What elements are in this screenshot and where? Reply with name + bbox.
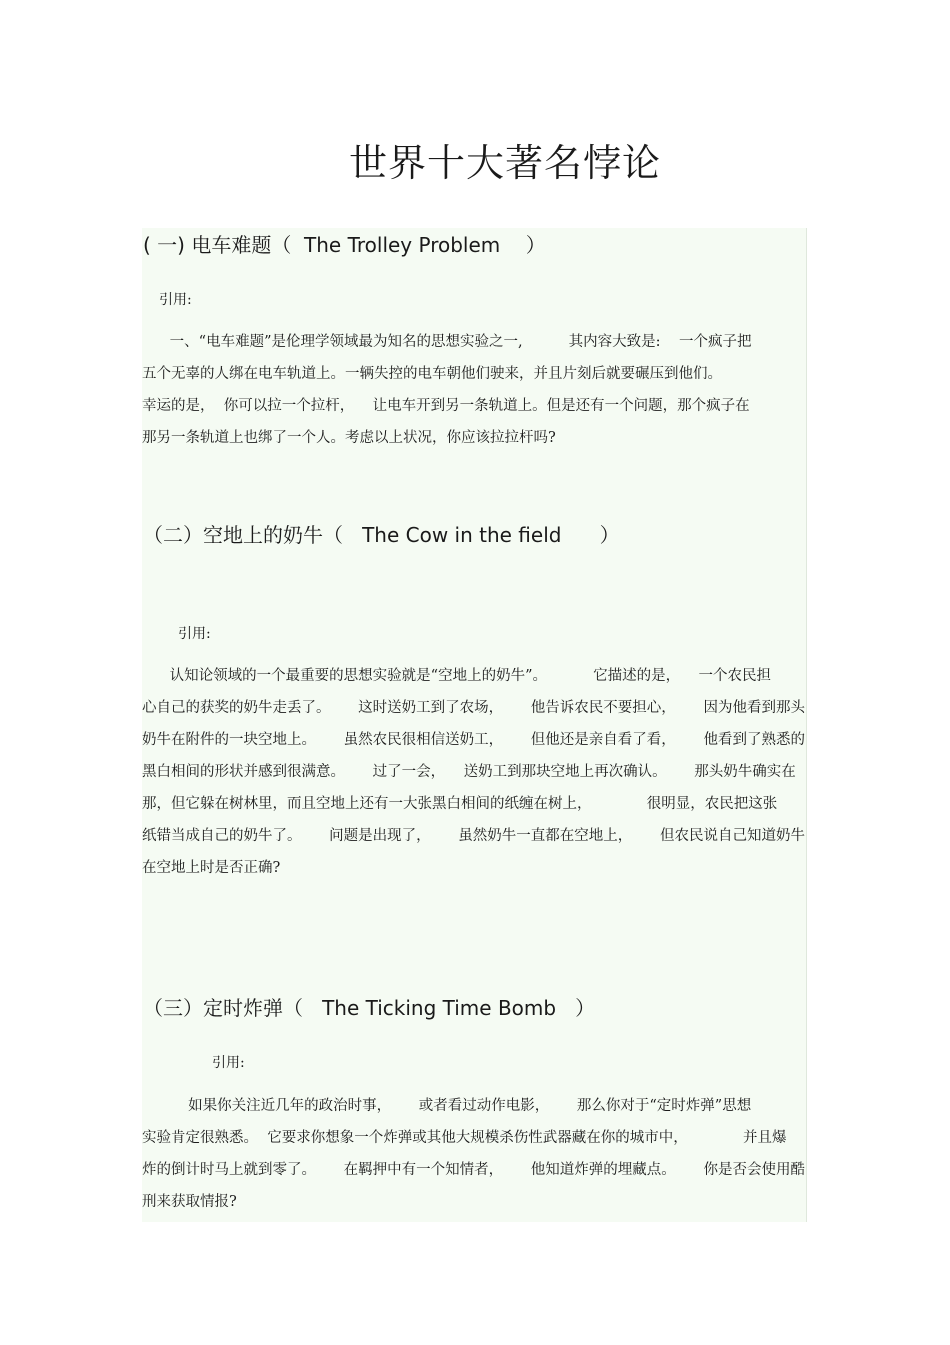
section-3-cite-label: 引用: [212,1055,245,1071]
section-2-line: 奶牛在附件的一块空地上。 虽然农民很相信送奶工， 但他还是亲自看了看， 他看到了熟悉的 [142,732,805,748]
section-1-line: 幸运的是， 你可以拉一个拉杆， 让电车开到另一条轨道上。但是还有一个问题，那个疯子在 [142,398,750,414]
section-3-line: 刑来获取情报? [142,1194,237,1210]
section-3-line: 炸的倒计时马上就到零了。 在羁押中有一个知情者， 他知道炸弹的埋藏点。 你是否会使用酷 [142,1162,805,1178]
section-2-line: 认知论领域的一个最重要的思想实验就是“空地上的奶牛”。 它描述的是， 一个农民担 [142,668,772,684]
section-3-body [142,1090,806,1218]
section-3-line: 如果你关注近几年的政治时事， 或者看过动作电影， 那么你对于“定时炸弹”思想 [142,1098,752,1114]
section-1-heading: ( 一) 电车难题（ The Trolley Problem ） [143,233,546,257]
section-1-cite-label: 引用: [159,292,192,308]
section-2-line: 心自己的获奖的奶牛走丢了。 这时送奶工到了农场， 他告诉农民不要担心， 因为他看到那头 [142,700,805,716]
page-title: 世界十大著名悖论 [348,141,661,185]
section-2-line: 黑白相间的形状并感到很满意。 过了一会， 送奶工到那块空地上再次确认。 那头奶牛确实在 [142,764,796,780]
section-1-line: 那另一条轨道上也绑了一个人。考虑以上状况，你应该拉拉杆吗? [142,430,556,446]
section-2-body [142,660,806,884]
section-2-line: 纸错当成自己的奶牛了。 问题是出现了， 虽然奶牛一直都在空地上， 但农民说自己知道奶牛 [142,828,805,844]
section-1-line: 一、“电车难题”是伦理学领域最为知名的思想实验之一, 其内容大致是: 一个疯子把 [142,334,752,350]
section-2-line: 那，但它躲在树林里，而且空地上还有一大张黑白相间的纸缠在树上， 很明显，农民把这张 [142,796,778,812]
section-1-line: 五个无辜的人绑在电车轨道上。一辆失控的电车朝他们驶来，并且片刻后就要碾压到他们。 [142,366,722,382]
section-3-heading: （三）定时炸弹（ The Ticking Time Bomb ） [143,996,596,1020]
section-2-line: 在空地上时是否正确? [142,860,281,876]
section-3-line: 实验肯定很熟悉。 它要求你想象一个炸弹或其他大规模杀伤性武器藏在你的城市中， 并且爆 [142,1130,787,1146]
section-2-cite-label: 引用: [178,626,211,642]
section-1-body [142,326,806,454]
section-2-heading: （二）空地上的奶牛（ The Cow in the field ） [143,523,620,547]
